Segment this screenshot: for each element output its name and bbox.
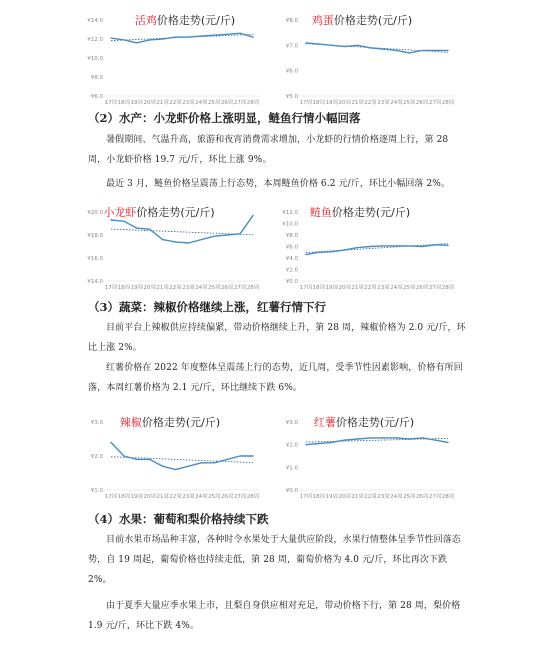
chart-title-item: 辣椒: [119, 416, 142, 429]
data-point: [162, 239, 163, 240]
x-tick-label: 25周: [208, 285, 221, 291]
data-point: [357, 247, 358, 248]
x-tick-label: 21周: [156, 285, 169, 291]
x-tick-label: 25周: [403, 494, 416, 500]
data-point: [318, 252, 319, 253]
data-point: [226, 34, 227, 35]
section-heading: （2）水产：小龙虾价格上涨明显，鲢鱼行情小幅回落: [88, 111, 361, 125]
chart-title-item: 红薯: [313, 416, 336, 429]
x-tick-label: 28周: [441, 285, 455, 291]
x-tick-label: 21周: [351, 100, 364, 106]
chart-lianyu: [280, 200, 460, 293]
x-tick-label: 24周: [195, 285, 208, 291]
x-tick-label: 19周: [325, 100, 339, 106]
data-point: [305, 42, 306, 43]
data-point: [331, 251, 332, 252]
data-point: [370, 437, 371, 438]
data-point: [305, 444, 306, 445]
y-tick-label: ¥10.0: [282, 221, 298, 228]
data-point: [201, 462, 202, 463]
x-tick-label: 27周: [428, 494, 442, 500]
data-point: [421, 50, 422, 51]
data-point: [188, 466, 189, 467]
data-point: [383, 48, 384, 49]
data-point: [123, 39, 124, 40]
x-tick-label: 22周: [364, 285, 377, 291]
paragraph: 红薯价格在 2022 年度整体呈震荡上行的态势，近几周，受季节性因素影响，价格有所回落，本周红薯价格为 2.1 元/斤，环比继续下跌 6%。: [88, 363, 463, 393]
x-tick-label: 18周: [312, 494, 326, 500]
data-point: [175, 36, 176, 37]
x-tick-label: 24周: [390, 494, 403, 500]
x-tick-label: 21周: [351, 285, 364, 291]
data-point: [421, 246, 422, 247]
section-heading: （3）蔬菜：辣椒价格继续上涨，红薯行情下行: [88, 300, 326, 314]
chart-title: [314, 414, 414, 430]
x-tick-label: 28周: [246, 494, 260, 500]
y-tick-label: ¥1.0: [285, 465, 298, 472]
x-tick-label: 19周: [325, 494, 339, 500]
data-point: [162, 38, 163, 39]
chart-xiaolongxia: [85, 200, 265, 293]
data-point: [370, 47, 371, 48]
y-tick-label: ¥2.0: [90, 454, 103, 460]
y-tick-label: ¥5.0: [285, 94, 298, 100]
y-tick-label: ¥18.0: [87, 233, 103, 239]
data-point: [162, 466, 163, 467]
data-point: [409, 438, 410, 439]
x-tick-label: 17周: [299, 100, 313, 106]
y-tick-label: ¥10.0: [87, 56, 103, 62]
data-point: [175, 469, 176, 470]
data-point: [447, 442, 448, 443]
data-point: [149, 229, 150, 230]
chart-title-rest: 价格走势(元/斤): [156, 14, 236, 27]
data-point: [305, 254, 306, 255]
y-tick-label: ¥8.0: [90, 75, 103, 81]
series-line: [111, 33, 253, 43]
y-tick-label: ¥2.0: [285, 267, 298, 274]
y-tick-label: ¥8.0: [285, 233, 298, 239]
y-tick-label: ¥3.0: [285, 420, 298, 426]
data-point: [396, 50, 397, 51]
data-point: [110, 442, 111, 443]
data-point: [226, 234, 227, 235]
chart-title-rest: 价格走势(元/斤): [136, 206, 215, 219]
x-tick-label: 27周: [428, 285, 442, 291]
data-point: [188, 242, 189, 243]
y-tick-label: ¥3.0: [90, 420, 103, 426]
data-point: [409, 52, 410, 53]
data-point: [434, 439, 435, 440]
x-tick-label: 20周: [143, 494, 156, 500]
x-tick-label: 17周: [104, 100, 118, 106]
data-point: [409, 245, 410, 246]
y-tick-label: ¥6.0: [285, 68, 298, 75]
y-tick-label: ¥6.0: [285, 244, 298, 251]
data-point: [175, 241, 176, 242]
y-tick-label: ¥0.0: [285, 488, 298, 494]
chart-title-rest: 价格走势(元/斤): [335, 416, 415, 429]
x-tick-label: 21周: [156, 100, 169, 106]
x-tick-label: 24周: [390, 100, 403, 106]
x-tick-label: 28周: [246, 285, 260, 291]
y-tick-label: ¥12.0: [282, 210, 298, 216]
y-tick-label: ¥20.0: [87, 210, 103, 216]
data-point: [318, 443, 319, 444]
x-tick-label: 18周: [117, 100, 131, 106]
x-tick-label: 21周: [351, 494, 364, 500]
x-tick-label: 18周: [117, 494, 131, 500]
paragraph: 目前平台上辣椒供应持续偏紧，带动价格继续上升，第 28 周，辣椒价格为 2.0 元/斤，环比上涨 2%。: [88, 323, 466, 353]
x-tick-label: 28周: [441, 494, 455, 500]
data-point: [396, 437, 397, 438]
y-tick-label: ¥4.0: [285, 256, 298, 262]
x-tick-label: 17周: [104, 285, 118, 291]
x-tick-label: 19周: [130, 494, 144, 500]
x-tick-label: 22周: [364, 494, 377, 500]
x-tick-label: 26周: [220, 100, 234, 106]
series-line: [306, 245, 448, 255]
y-tick-label: ¥2.0: [285, 442, 298, 449]
x-tick-label: 22周: [364, 100, 377, 106]
data-point: [201, 35, 202, 36]
chart-title-item: 鸡蛋: [311, 14, 334, 27]
data-point: [188, 36, 189, 37]
x-tick-label: 25周: [403, 285, 416, 291]
x-tick-label: 27周: [233, 100, 247, 106]
chart-hongshu: [280, 410, 460, 502]
x-tick-label: 24周: [195, 100, 208, 106]
data-point: [447, 50, 448, 51]
data-point: [357, 45, 358, 46]
chart-lajiao: [85, 410, 265, 502]
data-point: [123, 455, 124, 456]
data-point: [331, 45, 332, 46]
chart-title: [135, 12, 235, 28]
data-point: [201, 239, 202, 240]
chart-jidan: [280, 8, 460, 108]
x-tick-label: 23周: [182, 100, 195, 106]
data-point: [226, 459, 227, 460]
data-point: [214, 462, 215, 463]
y-tick-label: ¥14.0: [87, 18, 103, 24]
x-tick-label: 28周: [441, 100, 455, 106]
x-tick-label: 26周: [220, 494, 234, 500]
data-point: [110, 37, 111, 38]
chart-huoji: [85, 8, 265, 108]
paragraph: 最近 3 月，鲢鱼价格呈震荡上行态势，本周鲢鱼价格 6.2 元/斤，环比小幅回落 2%。: [106, 179, 451, 189]
data-point: [447, 245, 448, 246]
data-point: [149, 39, 150, 40]
x-tick-label: 25周: [208, 494, 221, 500]
data-point: [252, 455, 253, 456]
x-tick-label: 19周: [130, 285, 144, 291]
x-tick-label: 18周: [312, 100, 326, 106]
data-point: [434, 244, 435, 245]
data-point: [136, 42, 137, 43]
chart-title: [310, 204, 410, 220]
data-point: [136, 459, 137, 460]
chart-title-rest: 价格走势(元/斤): [141, 416, 221, 429]
x-tick-label: 18周: [312, 285, 326, 291]
chart-title-rest: 价格走势(元/斤): [333, 14, 413, 27]
x-tick-label: 25周: [403, 100, 416, 106]
x-tick-label: 20周: [338, 285, 351, 291]
x-tick-label: 23周: [377, 285, 390, 291]
y-tick-label: ¥7.0: [285, 43, 298, 50]
data-point: [344, 46, 345, 47]
paragraph: 暑假期间、气温升高，旅游和夜宵消费需求增加，小龙虾的行情价格逐周上行，第 28 周，小龙虾价格 19.7 元/斤，环比上涨 9%。: [88, 135, 449, 165]
x-tick-label: 25周: [208, 100, 221, 106]
chart-title: [312, 12, 412, 28]
x-tick-label: 18周: [117, 285, 131, 291]
y-tick-label: ¥1.0: [90, 488, 103, 494]
x-tick-label: 28周: [246, 100, 260, 106]
x-tick-label: 27周: [233, 494, 247, 500]
chart-title: [103, 204, 214, 220]
x-tick-label: 27周: [428, 100, 442, 106]
x-tick-label: 23周: [182, 285, 195, 291]
x-tick-label: 20周: [338, 100, 351, 106]
y-tick-label: ¥0.0: [285, 279, 298, 285]
x-tick-label: 24周: [390, 285, 403, 291]
data-point: [357, 438, 358, 439]
x-tick-label: 23周: [377, 494, 390, 500]
chart-title-rest: 价格走势(元/斤): [331, 206, 411, 219]
x-tick-label: 22周: [169, 285, 182, 291]
x-tick-label: 23周: [182, 494, 195, 500]
data-point: [383, 437, 384, 438]
x-tick-label: 21周: [156, 494, 169, 500]
x-tick-label: 19周: [130, 100, 144, 106]
data-point: [214, 35, 215, 36]
data-point: [434, 50, 435, 51]
data-point: [149, 459, 150, 460]
y-tick-label: ¥14.0: [87, 279, 103, 285]
data-point: [123, 221, 124, 222]
data-point: [252, 215, 253, 216]
paragraph: 由于夏季大量应季水果上市，且梨自身供应相对充足，带动价格下行，第 28 周，梨价格 1.9 元/斤，环比下跌 4%。: [88, 601, 461, 631]
data-point: [331, 442, 332, 443]
data-point: [318, 43, 319, 44]
chart-title-item: 活鸡: [134, 14, 157, 27]
section-heading: （4）水果：葡萄和梨价格持续下跌: [88, 512, 269, 526]
data-point: [421, 437, 422, 438]
data-point: [136, 227, 137, 228]
x-tick-label: 17周: [299, 285, 313, 291]
x-tick-label: 26周: [415, 494, 429, 500]
paragraph: 目前水果市场品种丰富，各种时令水果处于大量供应阶段，水果行情整体呈季节性回落态势，自 19 周起，葡萄价格也持续走低，第 28 周，葡萄价格为 4.0 元/斤，环比再次下跌 2%。: [88, 535, 461, 585]
data-point: [344, 249, 345, 250]
x-tick-label: 17周: [299, 494, 313, 500]
x-tick-label: 22周: [169, 494, 182, 500]
data-point: [239, 233, 240, 234]
chart-title-item: 小龙虾: [103, 206, 137, 219]
data-point: [383, 245, 384, 246]
data-point: [239, 455, 240, 456]
data-point: [239, 33, 240, 34]
data-point: [370, 246, 371, 247]
x-tick-label: 20周: [143, 285, 156, 291]
x-tick-label: 26周: [415, 285, 429, 291]
y-tick-label: ¥12.0: [87, 37, 103, 43]
data-point: [252, 36, 253, 37]
x-tick-label: 23周: [377, 100, 390, 106]
y-tick-label: ¥8.0: [285, 18, 298, 24]
y-tick-label: ¥16.0: [87, 256, 103, 262]
x-tick-label: 19周: [325, 285, 339, 291]
trend-line: [306, 244, 448, 253]
x-tick-label: 27周: [233, 285, 247, 291]
x-tick-label: 20周: [338, 494, 351, 500]
series-line: [111, 442, 253, 469]
chart-title-item: 鲢鱼: [309, 206, 332, 219]
x-tick-label: 22周: [169, 100, 182, 106]
x-tick-label: 17周: [104, 494, 118, 500]
x-tick-label: 26周: [415, 100, 429, 106]
data-point: [396, 245, 397, 246]
x-tick-label: 20周: [143, 100, 156, 106]
x-tick-label: 26周: [220, 285, 234, 291]
data-point: [344, 439, 345, 440]
data-point: [214, 235, 215, 236]
x-tick-label: 24周: [195, 494, 208, 500]
chart-title: [120, 414, 220, 430]
y-tick-label: ¥6.0: [90, 94, 103, 100]
